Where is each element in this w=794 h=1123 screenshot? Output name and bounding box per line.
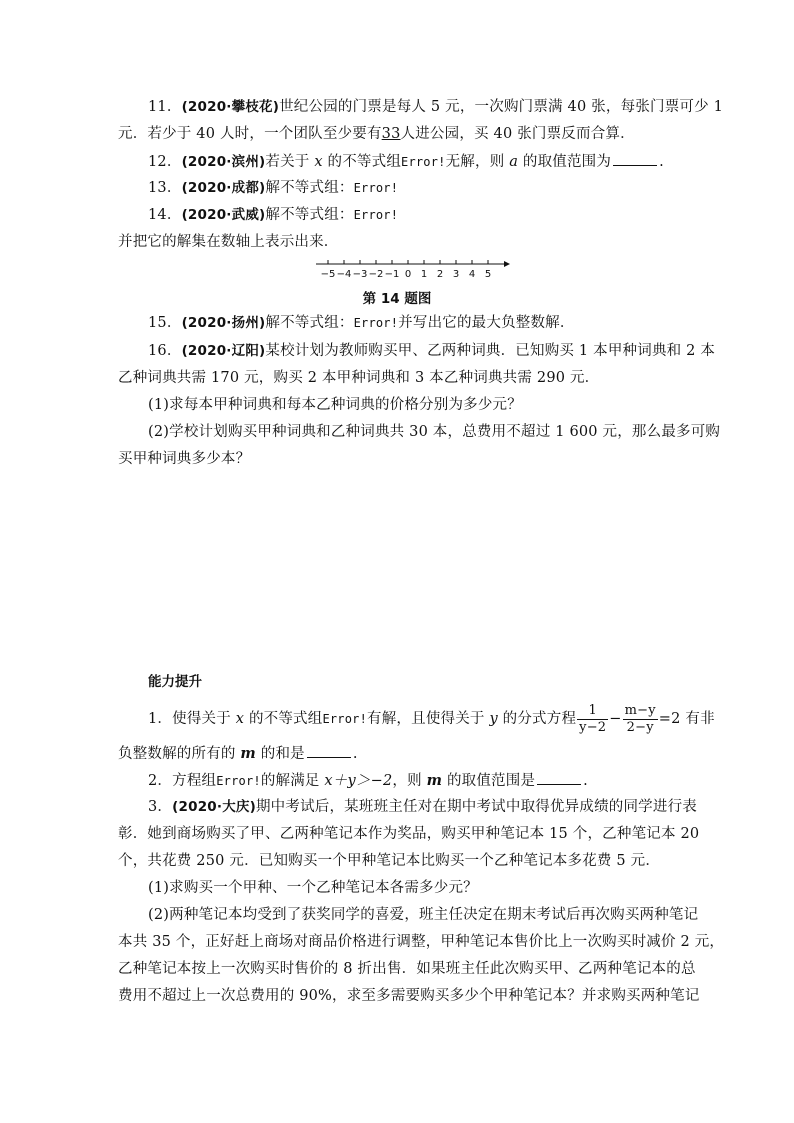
- problem-number: 3．: [148, 799, 173, 815]
- extension-2-line: [148, 770, 588, 791]
- fraction-numerator: 1: [577, 703, 608, 720]
- problem-text: 的不等式组: [322, 154, 402, 170]
- problem-16-question-1: (1)求每本甲种词典和每本乙种词典的价格分别为多少元？: [148, 397, 522, 413]
- variable-y: y: [489, 711, 498, 727]
- problem-text: =2 有非: [658, 711, 715, 727]
- extension-1-line-2: [118, 743, 358, 764]
- problem-15-line: [148, 313, 575, 333]
- problem-text: 的取值范围是: [442, 773, 536, 789]
- error-placeholder: Error!: [353, 316, 399, 330]
- problem-source: (2020·辽阳): [181, 343, 266, 359]
- problem-text: 的解满足: [260, 773, 325, 789]
- arrow-head-icon: [504, 261, 510, 267]
- fraction-2: [623, 703, 658, 736]
- problem-11-line-1: [148, 97, 723, 117]
- figure-caption: 第 14 题图: [362, 291, 432, 307]
- error-placeholder: Error!: [322, 712, 368, 726]
- answer-blank: [613, 151, 657, 166]
- problem-source: (2020·大庆): [172, 799, 256, 815]
- extension-3-question-2-line-2: 本共 35 个，正好赶上商场对商品价格进行调整，甲种笔记本售价比上一次购买时减价 2 元，: [118, 934, 725, 950]
- problem-text: 元．若少于 40 人时，一个团队至少要有: [118, 126, 382, 142]
- problem-text: 并写出它的最大负整数解．: [398, 315, 575, 331]
- extension-3-line-3: 个，共花费 250 元．已知购买一个甲种笔记本比购买一个乙种笔记本多花费 5 元．: [118, 853, 661, 869]
- problem-number: 11．: [148, 99, 182, 115]
- variable-x: x: [314, 154, 323, 170]
- problem-source: (2020·成都): [181, 180, 266, 196]
- tick-label: 2: [436, 269, 444, 280]
- tick-label: 1: [420, 269, 428, 280]
- extension-3-question-2-line-4: 费用不超过上一次总费用的 90%，求至多需要购买多少个甲种笔记本？并求购买两种笔记: [118, 988, 700, 1004]
- variable-m: m: [426, 772, 443, 789]
- problem-text: 的取值范围为: [518, 154, 612, 170]
- problem-source: (2020·武威): [181, 207, 266, 223]
- problem-source: (2020·攀枝花): [181, 99, 280, 115]
- problem-13-line: [148, 178, 398, 198]
- problem-text: 期中考试后，某班班主任对在期中考试中取得优异成绩的同学进行表: [255, 799, 697, 815]
- problem-text: 解不等式组：: [265, 315, 354, 331]
- problem-source: (2020·滨州): [181, 154, 266, 170]
- extension-3-question-2-line-1: (2)两种笔记本均受到了获奖同学的喜爱，班主任决定在期末考试后再次购买两种笔记: [148, 907, 699, 923]
- problem-14-line-2: [118, 232, 339, 252]
- underlined-answer: 33: [381, 126, 401, 142]
- tick-label: −5: [320, 269, 336, 280]
- error-placeholder: Error!: [401, 155, 446, 169]
- condition-expression: x＋y＞−2: [324, 773, 393, 789]
- problem-text: 某校计划为教师购买甲、乙两种词典．已知购买 1 本甲种词典和 2 本: [265, 343, 716, 359]
- extension-3-question-1: (1)求购买一个甲种、一个乙种笔记本各需多少元？: [148, 880, 478, 896]
- problem-number: 2．: [148, 773, 173, 789]
- fraction-denominator: 2−y: [626, 719, 654, 735]
- problem-text: 的不等式组: [244, 711, 323, 727]
- extension-1-line-1: [148, 702, 715, 736]
- problem-text: ，则: [392, 773, 427, 789]
- error-placeholder: Error!: [353, 208, 399, 222]
- problem-12-line: [148, 151, 664, 172]
- problem-text: 并把它的解集在数轴上表示出来．: [118, 234, 339, 250]
- fraction-numerator: m−y: [624, 702, 656, 718]
- problem-text: 的和是: [255, 746, 305, 762]
- answer-blank: [307, 743, 351, 758]
- problem-text: 人进公园，买 40 张门票反而合算．: [400, 126, 635, 142]
- tick-label: −3: [352, 269, 368, 280]
- problem-text: 的分式方程: [497, 711, 577, 727]
- tick-label: −1: [384, 269, 400, 280]
- problem-text: 使得关于: [172, 711, 236, 727]
- variable-m: m: [240, 745, 256, 762]
- problem-16-question-2-line-1: (2)学校计划购买甲种词典和乙种词典共 30 本，总费用不超过 1 600 元，那么最多可购: [148, 424, 721, 440]
- tick-group: [321, 260, 492, 280]
- tick-label: 4: [468, 269, 476, 280]
- problem-text: 世纪公园的门票是每人 5 元，一次购门票满 40 张，每张门票可少 1: [279, 99, 724, 115]
- punctuation: .: [659, 154, 664, 170]
- extension-3-line-2: 彰．她到商场购买了甲、乙两种笔记本作为奖品，购买甲种笔记本 15 个，乙种笔记本 20: [118, 826, 700, 842]
- problem-source: (2020·扬州): [181, 315, 266, 331]
- variable-x: x: [235, 711, 245, 727]
- problem-16-line-2: 乙种词典共需 170 元，购买 2 本甲种词典和 3 本乙种词典共需 290 元．: [118, 370, 600, 386]
- error-placeholder: Error!: [216, 774, 261, 788]
- problem-16-line-1: [148, 341, 715, 361]
- tick-label: 3: [452, 269, 460, 280]
- problem-number: 14．: [148, 207, 182, 223]
- fraction-1: [577, 703, 608, 736]
- tick-label: −2: [368, 269, 384, 280]
- extension-3-line-1: [148, 797, 697, 817]
- problem-text: 负整数解的所有的: [118, 746, 241, 762]
- number-line-figure: [312, 256, 512, 282]
- problem-text: 解不等式组：: [265, 207, 354, 223]
- section-title: 能力提升: [148, 674, 202, 690]
- problem-text: 有解，且使得关于: [367, 711, 490, 727]
- problem-number: 15．: [148, 315, 182, 331]
- problem-number: 1．: [148, 711, 173, 727]
- minus-sign: −: [609, 711, 622, 727]
- fraction-denominator: y−2: [579, 719, 607, 735]
- tick-label: 0: [404, 269, 412, 280]
- extension-3-question-2-line-3: 乙种笔记本按上一次购买时售价的 8 折出售．如果班主任此次购买甲、乙两种笔记本的总: [118, 961, 696, 977]
- problem-14-line-1: [148, 205, 398, 225]
- problem-text: 方程组: [172, 773, 217, 789]
- punctuation: .: [352, 746, 358, 762]
- variable-a: a: [509, 154, 519, 170]
- error-placeholder: Error!: [353, 181, 399, 195]
- problem-text: 解不等式组：: [265, 180, 354, 196]
- problem-11-line-2: [118, 124, 635, 144]
- problem-text: 无解，则: [445, 154, 510, 170]
- problem-text: 若关于: [265, 154, 315, 170]
- problem-number: 16．: [148, 343, 182, 359]
- tick-label: 5: [484, 269, 492, 280]
- tick-label: −4: [336, 269, 352, 280]
- answer-blank: [537, 770, 581, 785]
- problem-16-question-2-line-2: 买甲种词典多少本？: [118, 451, 251, 467]
- problem-number: 12．: [148, 154, 182, 170]
- problem-number: 13．: [148, 180, 182, 196]
- punctuation: .: [583, 773, 588, 789]
